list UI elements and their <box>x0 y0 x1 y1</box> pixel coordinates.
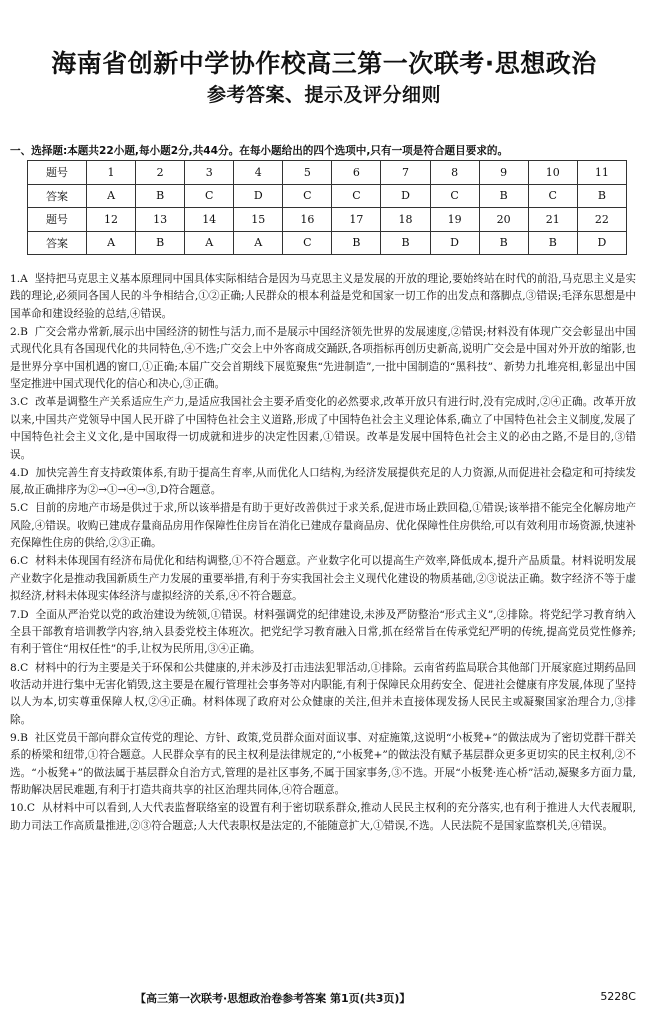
list-item <box>10 500 636 552</box>
page-subtitle: 参考答案、提示及评分细则 <box>206 84 441 106</box>
table-row <box>28 231 627 255</box>
table-cell: B <box>479 231 528 255</box>
item-label: 10.C <box>10 802 35 815</box>
table-cell: D <box>577 231 626 255</box>
item-text: 材料未体现国有经济布局优化和结构调整,①不符合题意。产业数字化可以提高生产效率,降低成本,提升产品质量。材料说明发展产业数字化是推动我国新质生产力发展的重要举措,有利于夯实我国社会主义现代化建设的物质基础,②③说法正确。数字经济不等于虚拟经济,材料未体现实体经济与虚拟经济的关系,④不符合题意。 <box>10 555 636 603</box>
item-label: 9.B <box>10 731 28 744</box>
table-cell: C <box>430 184 479 208</box>
table-cell: C <box>283 231 332 255</box>
answer-explanations <box>10 271 636 836</box>
table-cell: B <box>577 184 626 208</box>
item-text: 坚持把马克思主义基本原理同中国具体实际相结合是因为马克思主义是发展的开放的理论,要始终站在时代的前沿,马克思主义是实践的理论,必须同各国人民的斗争相结合,①②正确;人民群众的根本利益是党和国家一切工作的出发点和落脚点,③错误;毛泽东思想是中国革命和建设经验的总结,④错误。 <box>10 273 636 320</box>
table-cell: 7 <box>381 161 430 185</box>
table-cell: D <box>381 184 430 208</box>
row-header: 题号 <box>28 208 87 232</box>
table-cell: 3 <box>185 161 234 185</box>
list-item <box>10 660 636 730</box>
table-cell: C <box>283 184 332 208</box>
item-label: 3.C <box>10 396 29 409</box>
item-text: 目前的房地产市场是供过于求,所以该举措是有助于更好改善供过于求关系,促进市场止跌回稳,①错误;该举措不能完全化解房地产风险,④错误。收购已建成存量商品房用作保障性住房旨在消化已建成存量商品房、优化保障性住房供给,可以有效利用市场资源,快速补充保障性住房的供给,②③正确。 <box>10 502 636 550</box>
table-cell: A <box>185 231 234 255</box>
table-cell: 8 <box>430 161 479 185</box>
table-cell: B <box>528 231 577 255</box>
row-header: 题号 <box>28 161 87 185</box>
item-label: 7.D <box>10 608 29 621</box>
table-cell: 15 <box>234 208 283 232</box>
list-item <box>10 394 636 464</box>
table-cell: C <box>332 184 381 208</box>
list-item <box>10 465 636 500</box>
table-row <box>28 161 627 185</box>
item-label: 8.C <box>10 661 29 674</box>
table-cell: 19 <box>430 208 479 232</box>
table-cell: 11 <box>577 161 626 185</box>
table-cell: A <box>87 231 136 255</box>
table-cell: C <box>185 184 234 208</box>
table-cell: 14 <box>185 208 234 232</box>
table-cell: 4 <box>234 161 283 185</box>
table-cell: 1 <box>87 161 136 185</box>
item-text: 加快完善生育支持政策体系,有助于提高生育率,从而优化人口结构,为经济发展提供充足的人力资源,从而促进社会稳定和可持续发展,故正确排序为②→①→④→③,D符合题意。 <box>10 466 636 497</box>
list-item <box>10 553 636 605</box>
section-intro: 一、选择题:本题共22小题,每小题2分,共44分。在每小题给出的四个选项中,只有一项是符合题目要求的。 <box>10 145 509 157</box>
list-item <box>10 271 636 323</box>
row-header: 答案 <box>28 184 87 208</box>
table-cell: 22 <box>577 208 626 232</box>
item-text: 广交会常办常新,展示出中国经济的韧性与活力,而不是展示中国经济领先世界的发展速度,②错误;材料没有体现广交会彰显出中国式现代化具有各国现代化的共同特色,④不选;广交会上中外客商成交踊跃,各项指标再创历史新高,说明广交会是中国对外开放的缩影,也是世界分享中国机遇的窗口,①正确;本届广交会首期线下展览聚焦“先进制造”,一批中国制造的“黑科技”、新势力扎堆亮相,彰显出中国坚定推进中国式现代化的信心和决心,③正确。 <box>10 326 636 391</box>
item-label: 5.C <box>10 502 29 515</box>
list-item <box>10 324 636 394</box>
doc-code: 5228C <box>600 990 636 1003</box>
item-text: 材料中的行为主要是关于环保和公共健康的,并未涉及打击违法犯罪活动,①排除。云南省药监局联合其他部门开展家庭过期药品回收活动并进行集中无害化销毁,这主要是在履行管理社会事务等对内职能,有利于保障民众用药安全、促进社会健康有序发展,体现了坚持以人为本,切实尊重保障人权,②④正确。材料体现了政府对公众健康的关注,但并未直接体现发扬人民民主或凝聚国家治理合力,③排除。 <box>10 661 636 726</box>
table-cell: 6 <box>332 161 381 185</box>
table-cell: D <box>430 231 479 255</box>
item-text: 全面从严治党以党的政治建设为统领,①错误。材料强调党的纪律建设,未涉及严防整治“形式主义”,②排除。将党纪学习教育纳入全县干部教育培训教学内容,纳入县委党校主体班次。把党纪学习教育融入日常,抓在经常旨在传承党纪严明的传统,提高党员党性修养;有利于管住“用权任性”的手,让权为民所用,③④正确。 <box>10 608 636 656</box>
table-cell: 10 <box>528 161 577 185</box>
list-item <box>10 730 636 800</box>
item-label: 2.B <box>10 326 28 339</box>
table-cell: 13 <box>136 208 185 232</box>
item-label: 6.C <box>10 555 29 568</box>
table-cell: 20 <box>479 208 528 232</box>
table-cell: B <box>381 231 430 255</box>
answer-table <box>27 160 627 255</box>
table-cell: 17 <box>332 208 381 232</box>
table-cell: 18 <box>381 208 430 232</box>
table-cell: B <box>332 231 381 255</box>
page-title: 海南省创新中学协作校高三第一次联考·思想政治 <box>51 49 597 78</box>
table-cell: D <box>234 184 283 208</box>
table-row <box>28 184 627 208</box>
table-cell: B <box>136 184 185 208</box>
table-row <box>28 208 627 232</box>
table-cell: C <box>528 184 577 208</box>
item-label: 4.D <box>10 466 29 479</box>
item-text: 改革是调整生产关系适应生产力,是适应我国社会主要矛盾变化的必然要求,改革开放只有进行时,没有完成时,②④正确。改革开放以来,中国共产党领导中国人民开辟了中国特色社会主义道路,形成了中国特色社会主义理论体系,确立了中国特色社会主义制度,发展了中国特色社会主义文化,是中国取得一切成就和进步的决定性因素,①错误。改革是发展中国特色社会主义的必由之路,不是目的,③错误。 <box>10 396 636 461</box>
row-header: 答案 <box>28 231 87 255</box>
item-text: 从材料中可以看到,人大代表监督联络室的设置有利于密切联系群众,推动人民民主权利的充分落实,也有利于推进人大代表履职,助力司法工作高质量推进,②③符合题意;人大代表职权是法定的,不能随意扩大,①错误,不选。人民法院不是国家监察机关,④错误。 <box>10 802 636 832</box>
table-cell: A <box>234 231 283 255</box>
list-item <box>10 607 636 659</box>
table-cell: 2 <box>136 161 185 185</box>
table-cell: B <box>479 184 528 208</box>
list-item <box>10 800 636 835</box>
item-text: 社区党员干部向群众宣传党的理论、方针、政策,党员群众面对面议事、对症施策,这说明“小板凳+”的做法成为了密切党群干群关系的桥梁和纽带,①符合题意。人民群众享有的民主权利是法律规定的,“小板凳+”的做法没有赋予基层群众更多更切实的民主权利,②不选。“小板凳+”的做法属于基层群众自治方式,管理的是社区事务,不属于国家事务,③不选。开展“小板凳·连心桥”活动,凝聚多方面力量,帮助解决居民难题,有利于打造共商共享的社区治理共同体,④符合题意。 <box>10 731 636 797</box>
table-cell: 5 <box>283 161 332 185</box>
table-cell: 12 <box>87 208 136 232</box>
table-cell: 9 <box>479 161 528 185</box>
table-cell: 16 <box>283 208 332 232</box>
table-cell: 21 <box>528 208 577 232</box>
item-label: 1.A <box>10 273 28 285</box>
table-cell: A <box>87 184 136 208</box>
footer-text: 【高三第一次联考·思想政治卷参考答案 第1页(共3页)】 <box>135 992 411 1005</box>
table-cell: B <box>136 231 185 255</box>
